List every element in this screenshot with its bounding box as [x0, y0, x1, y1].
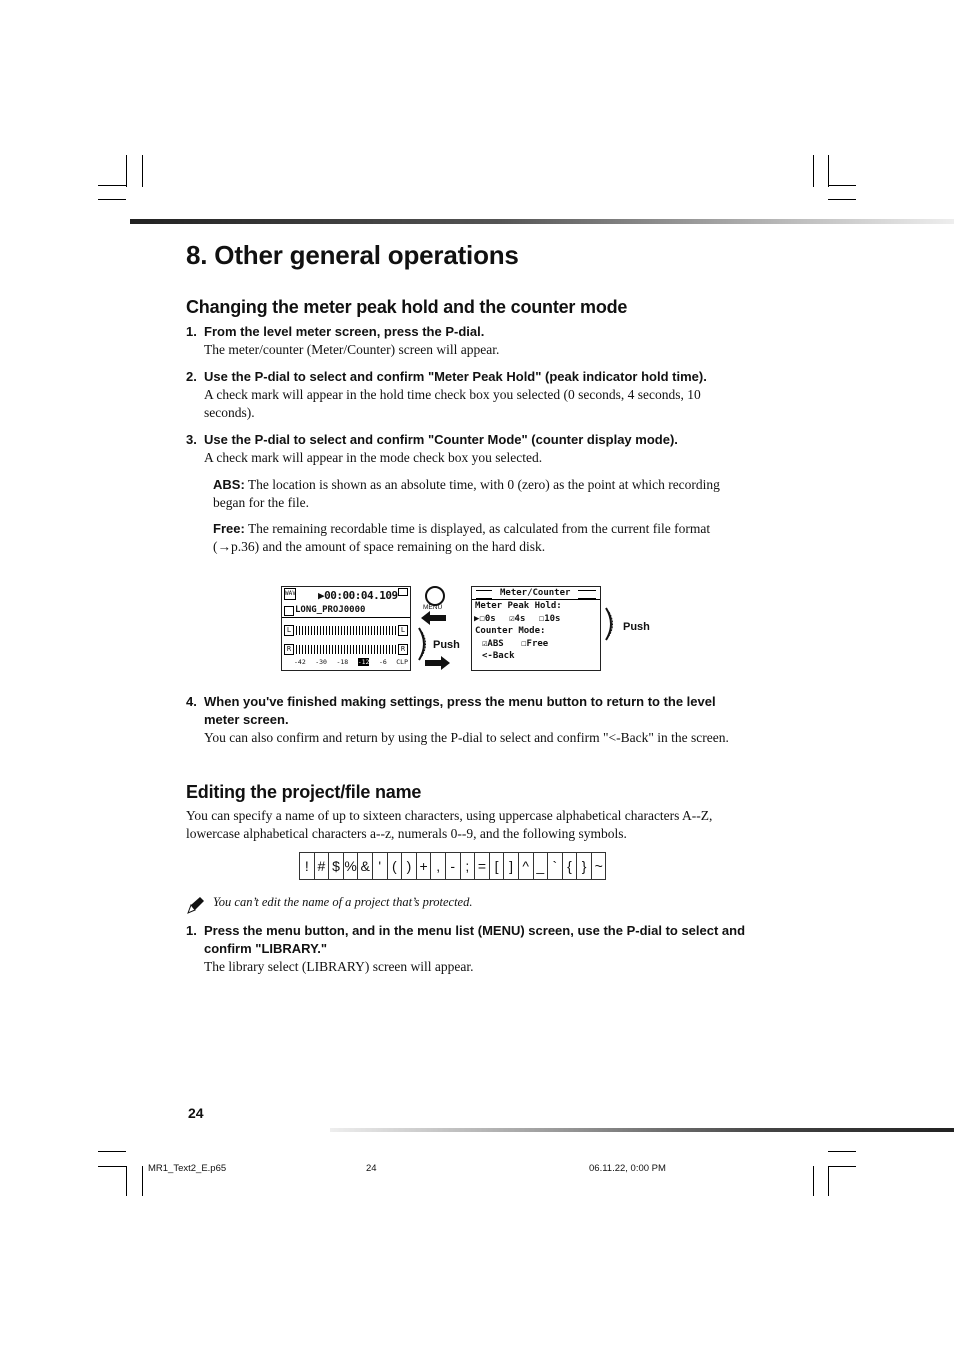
symbol-cell: $ [329, 853, 344, 880]
crop-mark [828, 185, 856, 186]
symbol-cell: , [431, 853, 446, 880]
symbol-cell: ^ [518, 853, 533, 880]
channel-right-label-right: R [398, 644, 408, 655]
crop-mark [828, 1166, 829, 1196]
menu-label: MENU [423, 604, 443, 611]
counter-mode-label: Counter Mode: [475, 626, 546, 636]
checkbox-checked-icon: ☑ [482, 639, 488, 649]
crop-mark [828, 155, 829, 187]
crop-mark [828, 1151, 856, 1152]
step-2-body: A check mark will appear in the hold time check box you selected (0 seconds, 4 seconds, 10 seconds). [204, 387, 701, 420]
step-4-body: You can also confirm and return by using the P-dial to select and confirm "<-Back" in the screen. [204, 730, 729, 745]
checkbox-checked-icon: ☑ [509, 614, 515, 624]
project-icon [284, 606, 294, 616]
step-4: 4. When you've finished making settings, press the menu button to return to the level meter screen. [186, 694, 716, 727]
menu-button-icon [425, 586, 445, 606]
format-badge: WAV [284, 588, 296, 600]
step-3: 3. Use the P-dial to select and confirm "Counter Mode" (counter display mode). [186, 432, 678, 447]
arrow-left-icon [421, 611, 447, 625]
menu-lines-icon [476, 590, 492, 599]
meter-bar-right [296, 645, 396, 654]
pencil-note-icon [187, 896, 205, 914]
section-heading-name: Editing the project/file name [186, 782, 422, 802]
push-label-2: Push [623, 621, 650, 633]
crop-mark [828, 199, 856, 200]
symbol-cell: % [343, 853, 358, 880]
channel-right-label: R [284, 644, 294, 655]
crop-mark [98, 199, 126, 200]
symbol-cell: { [562, 853, 577, 880]
divider [282, 617, 410, 618]
cursor-icon: ▶ [474, 614, 480, 624]
peak-hold-options: ▶☐0s ☑4s ☐10s [474, 614, 561, 624]
checkbox-icon: ☐ [479, 614, 485, 624]
crop-mark [142, 155, 143, 187]
section-2-intro: You can specify a name of up to sixteen characters, using uppercase alphabetical characters A--Z, lowercase alphabetical characters a--z, numerals 0--9, and the following symbols. [186, 808, 713, 841]
meter-scale: -42 -30 -18 -12 -6 CLP [294, 658, 408, 666]
symbol-cell: ~ [591, 853, 606, 880]
symbol-cell: } [577, 853, 592, 880]
definition-abs: ABS: The location is shown as an absolute time, with 0 (zero) as the point at which recording began for the file. [213, 477, 720, 510]
project-name: LONG_PROJ0000 [295, 605, 366, 615]
screen-title-bar [474, 588, 597, 599]
step-3-body: A check mark will appear in the mode check box you selected. [204, 450, 543, 465]
symbol-table [299, 852, 606, 880]
back-option: <-Back [482, 651, 515, 661]
crop-mark [98, 185, 126, 186]
crop-mark [813, 155, 814, 187]
symbol-cell: = [475, 853, 490, 880]
symbol-cell: # [314, 853, 329, 880]
footer-date: 06.11.22, 0:00 PM [589, 1163, 666, 1174]
channel-left-label-right: L [398, 625, 408, 636]
symbol-cell: + [416, 853, 431, 880]
crop-mark [142, 1166, 143, 1196]
checkbox-icon: ☐ [521, 639, 527, 649]
crop-mark [828, 1166, 856, 1167]
counter-mode-options: ☑ABS ☐Free [482, 639, 549, 649]
library-step-1: 1. Press the menu button, and in the menu list (MENU) screen, use the P-dial to select and confirm "LIBRARY." [186, 923, 746, 956]
counter-display: ▶00:00:04.109 [318, 589, 398, 602]
symbol-cell: ) [402, 853, 417, 880]
symbol-cell: [ [489, 853, 504, 880]
symbol-cell: ( [387, 853, 402, 880]
meter-peak-hold-label: Meter Peak Hold: [475, 601, 562, 611]
symbol-cell: ; [460, 853, 475, 880]
checkbox-icon: ☐ [538, 614, 545, 624]
page-number: 24 [188, 1105, 204, 1121]
symbol-cell: - [445, 853, 460, 880]
definition-free: Free: The remaining recordable time is displayed, as calculated from the current file format (→p.36) and the amount of space remaining on the hard disk. [213, 521, 711, 554]
p-dial-icon [604, 606, 618, 642]
symbol-cell: & [358, 853, 373, 880]
step-2: 2. Use the P-dial to select and confirm "Meter Peak Hold" (peak indicator hold time). [186, 369, 707, 384]
lcd-level-meter-screen [281, 586, 411, 671]
crop-mark [813, 1166, 814, 1196]
symbol-cell: _ [533, 853, 548, 880]
protected-note: You can’t edit the name of a project that’s protected. [213, 895, 473, 909]
battery-icon [398, 588, 408, 596]
crop-mark [126, 1166, 127, 1196]
push-label-1: Push [433, 639, 460, 651]
lcd-meter-counter-screen [471, 586, 601, 671]
footer-center-page: 24 [366, 1163, 377, 1174]
meter-bar-left [296, 626, 396, 635]
arrow-right-icon [425, 656, 451, 670]
step-1: 1. From the level meter screen, press the P-dial. [186, 324, 485, 339]
step-1-body: The meter/counter (Meter/Counter) screen will appear. [204, 342, 500, 357]
symbol-cell: ] [504, 853, 519, 880]
symbol-cell: ` [548, 853, 563, 880]
page-title: 8. Other general operations [186, 240, 519, 270]
footer-filename: MR1_Text2_E.p65 [148, 1163, 227, 1174]
header-rule [130, 219, 954, 224]
section-heading-meter: Changing the meter peak hold and the counter mode [186, 297, 628, 317]
crop-mark [126, 155, 127, 187]
menu-lines-icon [578, 590, 596, 599]
crop-mark [98, 1151, 126, 1152]
channel-left-label: L [284, 625, 294, 636]
crop-mark [98, 1166, 126, 1167]
library-step-1-body: The library select (LIBRARY) screen will appear. [204, 959, 474, 974]
symbol-cell: ! [300, 853, 315, 880]
symbol-cell: ' [372, 853, 387, 880]
footer-rule [330, 1128, 954, 1132]
screen-title: Meter/Counter [500, 588, 571, 598]
